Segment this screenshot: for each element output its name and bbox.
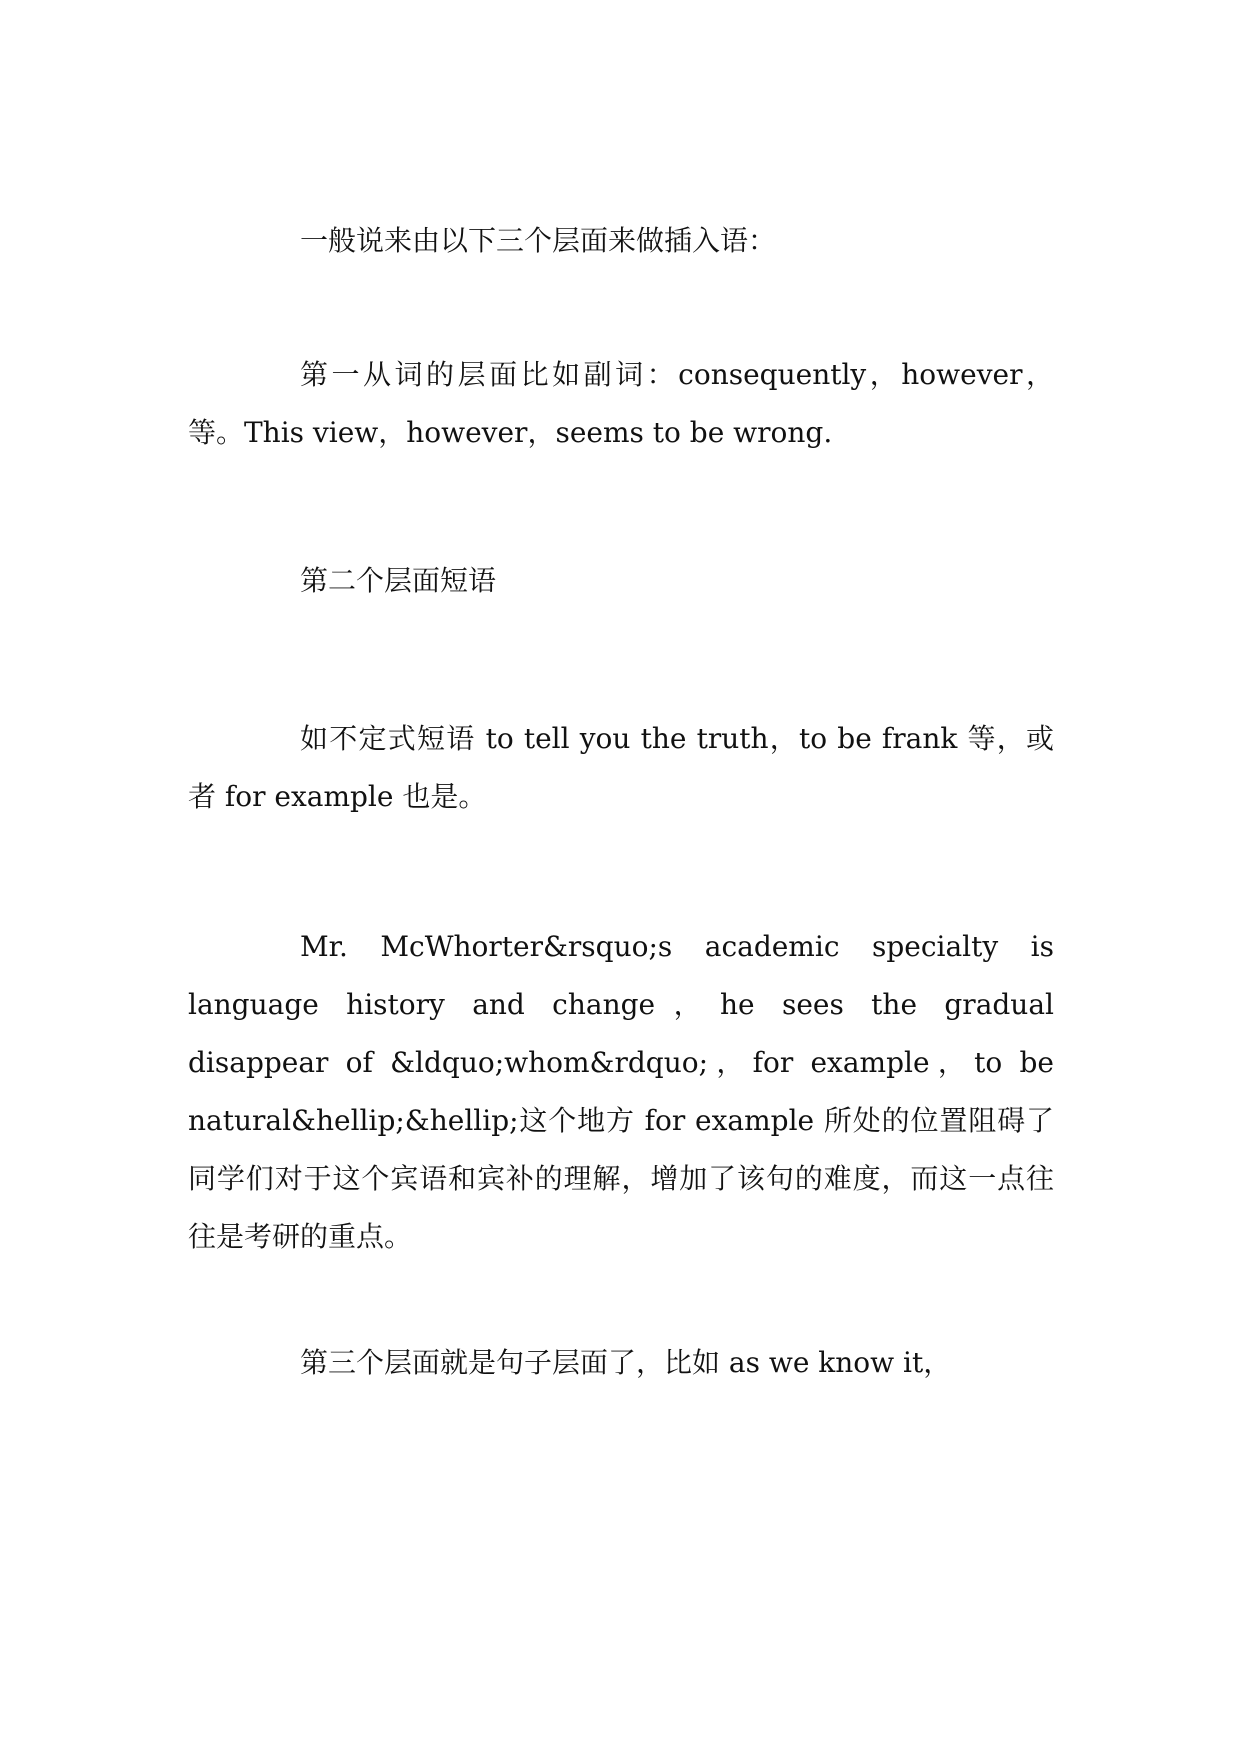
paragraph-infinitive-phrase: 如不定式短语 to tell you the truth，to be frank 等，或者 for example 也是。 [188,722,1054,813]
paragraph-sentence-level: 第三个层面就是句子层面了，比如 as we know it， [300,1346,952,1379]
paragraph-phrase-level-heading: 第二个层面短语 [300,564,497,597]
paragraph-word-level: 第一从词的层面比如副词：consequently，however，等。This view，however，seems to be wrong. [188,358,1054,449]
paragraph-mcwhorter-example: Mr. McWhorter&rsquo;s academic specialty is language history and change，he sees the gradual disappear of &ldquo;whom&rdquo;，for example，to be natural&hellip;&hellip;这个地方 for example 所处的位置阻碍了同学们对于这个宾语和宾补的理解，增加了该句的难度，而这一点往往是考研的重点。 [188,930,1063,1253]
paragraph-intro: 一般说来由以下三个层面来做插入语： [300,224,777,257]
